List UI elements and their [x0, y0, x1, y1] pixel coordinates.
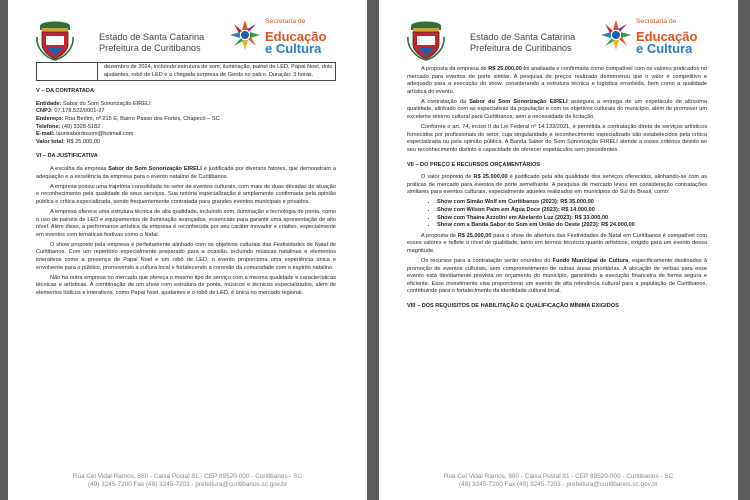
paragraph: O show proposto pela empresa é perfeitamente alinhado com os objetivos culturais das Festividades de Natal de Curitibanos. Com um repertório especialmente preparado para a ocasião, incluindo músicas natalinas e elementos interativos como a presença de Papai Noel e um robô de LED, o evento proporciona uma experiência única e envolvente para o público, promovendo a cultura local e fortalecendo a conexão da comunidade com o espírito natalino.	[36, 241, 336, 271]
document-page-2	[379, 0, 738, 500]
header-state: Estado de Santa Catarina Prefeitura de Curitibanos	[99, 32, 205, 53]
secretaria-label: Secretaria de	[265, 18, 306, 25]
paragraph: A proposta de R$ 25.000,00 para o show de abertura das Festividades de Natal em Curitibanos é compatível com esses valores e reflete o nível de qualidade, tanto em termos técnicos quanto artísticos, exigido para um evento dessa magnitude.	[407, 232, 707, 254]
valor-field: Valor total: R$ 25.000,00	[36, 138, 101, 145]
paragraph: A proposta da empresa de R$ 25.000,00 foi analisada e confirmada como compatível com os valores praticados no mercado para eventos de porte similar. A pesquisa de preços realizada demonstrou que o valor é competitivo e adequado para a execução do show, considerando a estrutura técnica e logística envolvida, bem como a qualidade artística do evento.	[407, 66, 708, 95]
paragraph: Conforme o art. 74, inciso II da Lei Federal nº 14.133/2021, é permitida a contratação direta de serviços artísticos fornecidos por profissionais do setor, cuja singularidade e reconhecimento especializado são estabelecidos pela crítica especializada ou pela opinião pública. A Banda Sabor do Som Sonorização EIRELI atende a esses critérios devido ao seu reconhecimento distinto e capacidade de oferecer espetáculos sem precedentes.	[407, 124, 707, 153]
paragraph: Não há outra empresa no mercado que ofereça o mesmo tipo de serviço com a mesma qualidade e características técnicas e artísticas. A combinação de um show com estrutura de ponta, músicos e técnicos especializados, além de elementos lúdicos e interativos, como Papai Noel, ajudantes e o robô de LED, é única no mercado regional.	[36, 274, 336, 296]
cnpj-field: CNPJ: 07.178.522/0001-27	[36, 108, 105, 115]
list-item: • Show com a Banda Sabor do Som em União do Oeste (2023): R$ 24.000,00	[437, 222, 707, 230]
section-title-vii: VII – DO PREÇO E RECURSOS ORÇAMENTÁRIOS	[407, 161, 541, 168]
secretaria-logo-icon	[599, 18, 633, 52]
secretaria-logo-icon	[228, 18, 262, 52]
price-research-list	[407, 199, 707, 229]
secretaria-title-2: e Cultura	[636, 41, 693, 56]
municipal-crest-icon	[36, 17, 74, 61]
object-table-cell: dezembro de 2024, incluindo estrutura de som, iluminação, painel de LED, Papai Noel, dois ajudantes, robô de LED e a chegada surpresa de Gerds no palco. Duração: 3 horas.	[97, 63, 335, 80]
section-title-viii: VIII – DOS REQUISITOS DE HABILITAÇÃO E QUALIFICAÇÃO MÍNIMA EXIGIDOS	[407, 303, 619, 310]
telefone-field: Telefone: (49) 3328-5182	[36, 123, 101, 130]
header-state: Estado de Santa Catarina Prefeitura de Curitibanos	[470, 32, 576, 53]
paragraph: A empresa oferece uma estrutura técnica de alta qualidade, incluindo som, iluminação e tecnologia de ponta, como o uso de painéis de LED e equipamentos de iluminação avançados, essenciais para garantir uma apresentação de alto nível. Além disso, a performance artística da empresa é reconhecida por seu caráter inovador e criativo, especialmente em eventos com temáticas festivas como o Natal.	[36, 208, 336, 238]
entidade-field: Entidade: Sabor do Som Sonorização EIRELI	[36, 100, 151, 107]
page-body	[36, 62, 336, 300]
page-header	[379, 0, 738, 62]
paragraph: Os recursos para a contratação serão oriundos do Fundo Municipal de Cultura, especificamente destinados à promoção de eventos culturais, sem comprometimento de outras áreas prioritárias. A alocação de verbas para esse evento está devidamente prevista no orçamento do município, garantindo a execução financeira de forma segura e eficiente. Esse investimento visa proporcionar um evento de alta relevância cultural para a população de Curitibanos, contribuindo para o fortalecimento da identidade cultural local.	[407, 258, 707, 295]
endereco-field: Endereço: Rua Berlim, nº 215 E, Bairro Passo dos Fortes, Chapecó – SC	[36, 115, 220, 122]
secretaria-title-1: Educação	[636, 29, 698, 44]
secretaria-title-2: e Cultura	[265, 41, 322, 56]
paragraph: A contratação da Sabor do Som Sonorização EIRELI assegura a entrega de um espetáculo de altíssima qualidade, alinhado com as expectativas da população e com os objetivos culturais do município, além de promover um excelente retorno cultural para Curitibanos, sem a necessidade de licitação.	[407, 98, 707, 121]
page-footer: Rua Cel Vidal Ramos, 860 - Caixa Postal 81 - CEP 89520-000 - Curitibanos - SC (49) 3245-7200 Fax (49) 3245-7203 - prefeitura@curitibanos.sc.gov.br	[72, 473, 303, 488]
document-page-1	[8, 0, 367, 500]
page-body	[407, 66, 707, 316]
paragraph: A escolha da empresa Sabor do Som Sonorização EIRELI é justificada por diversos fatores, que demonstram a adequação e a excelência da empresa para o evento natalino de Curitibanos.	[36, 165, 336, 180]
secretaria-label: Secretaria de	[636, 18, 677, 25]
municipal-crest-icon	[407, 17, 445, 61]
section-title-v: V – DA CONTRATADA	[36, 88, 95, 95]
list-item: • Show com Simão Wolf em Curitibanos (2023): R$ 35.000,00	[437, 199, 707, 207]
list-item: • Show com Thaina Azzolini em Abelardo Luz (2023): R$ 33.000,00	[437, 215, 707, 223]
page-header	[8, 0, 367, 62]
list-item: • Show com Wilson Paim em Água Doce (2023): R$ 14.000,00	[437, 207, 707, 215]
object-table	[36, 62, 336, 81]
email-field: E-mail: laurisabordosom@hotmail.com	[36, 131, 134, 138]
section-title-vi: VI – DA JUSTIFICATIVA	[36, 153, 98, 160]
paragraph: O valor proposto de R$ 25.000,00 é justificado pela alta qualidade dos serviços oferecidos, alinhando-se com as práticas de mercado para eventos de porte semelhante. A pesquisa de mercado levou em consideração contratações similares para eventos culturais, especialmente aqueles realizados em municípios do Sul do Brasil, como:	[407, 174, 708, 196]
paragraph: A empresa possui uma trajetória consolidada no setor de eventos culturais, com mais de duas décadas de atuação e reconhecimento pela qualidade de seus serviços. Sua notória especialização é amplamente confirmada pela opinião pública e crítica especializada, sendo frequentemente contratada para grandes eventos municipais e privados.	[36, 183, 336, 205]
contractor-details	[36, 101, 336, 147]
page-footer: Rua Cel Vidal Ramos, 860 - Caixa Postal 81 - CEP 89520-000 - Curitibanos - SC (49) 3245-7200 Fax (49) 3245-7203 - prefeitura@curitibanos.sc.gov.br	[443, 473, 674, 488]
secretaria-title-1: Educação	[265, 29, 327, 44]
